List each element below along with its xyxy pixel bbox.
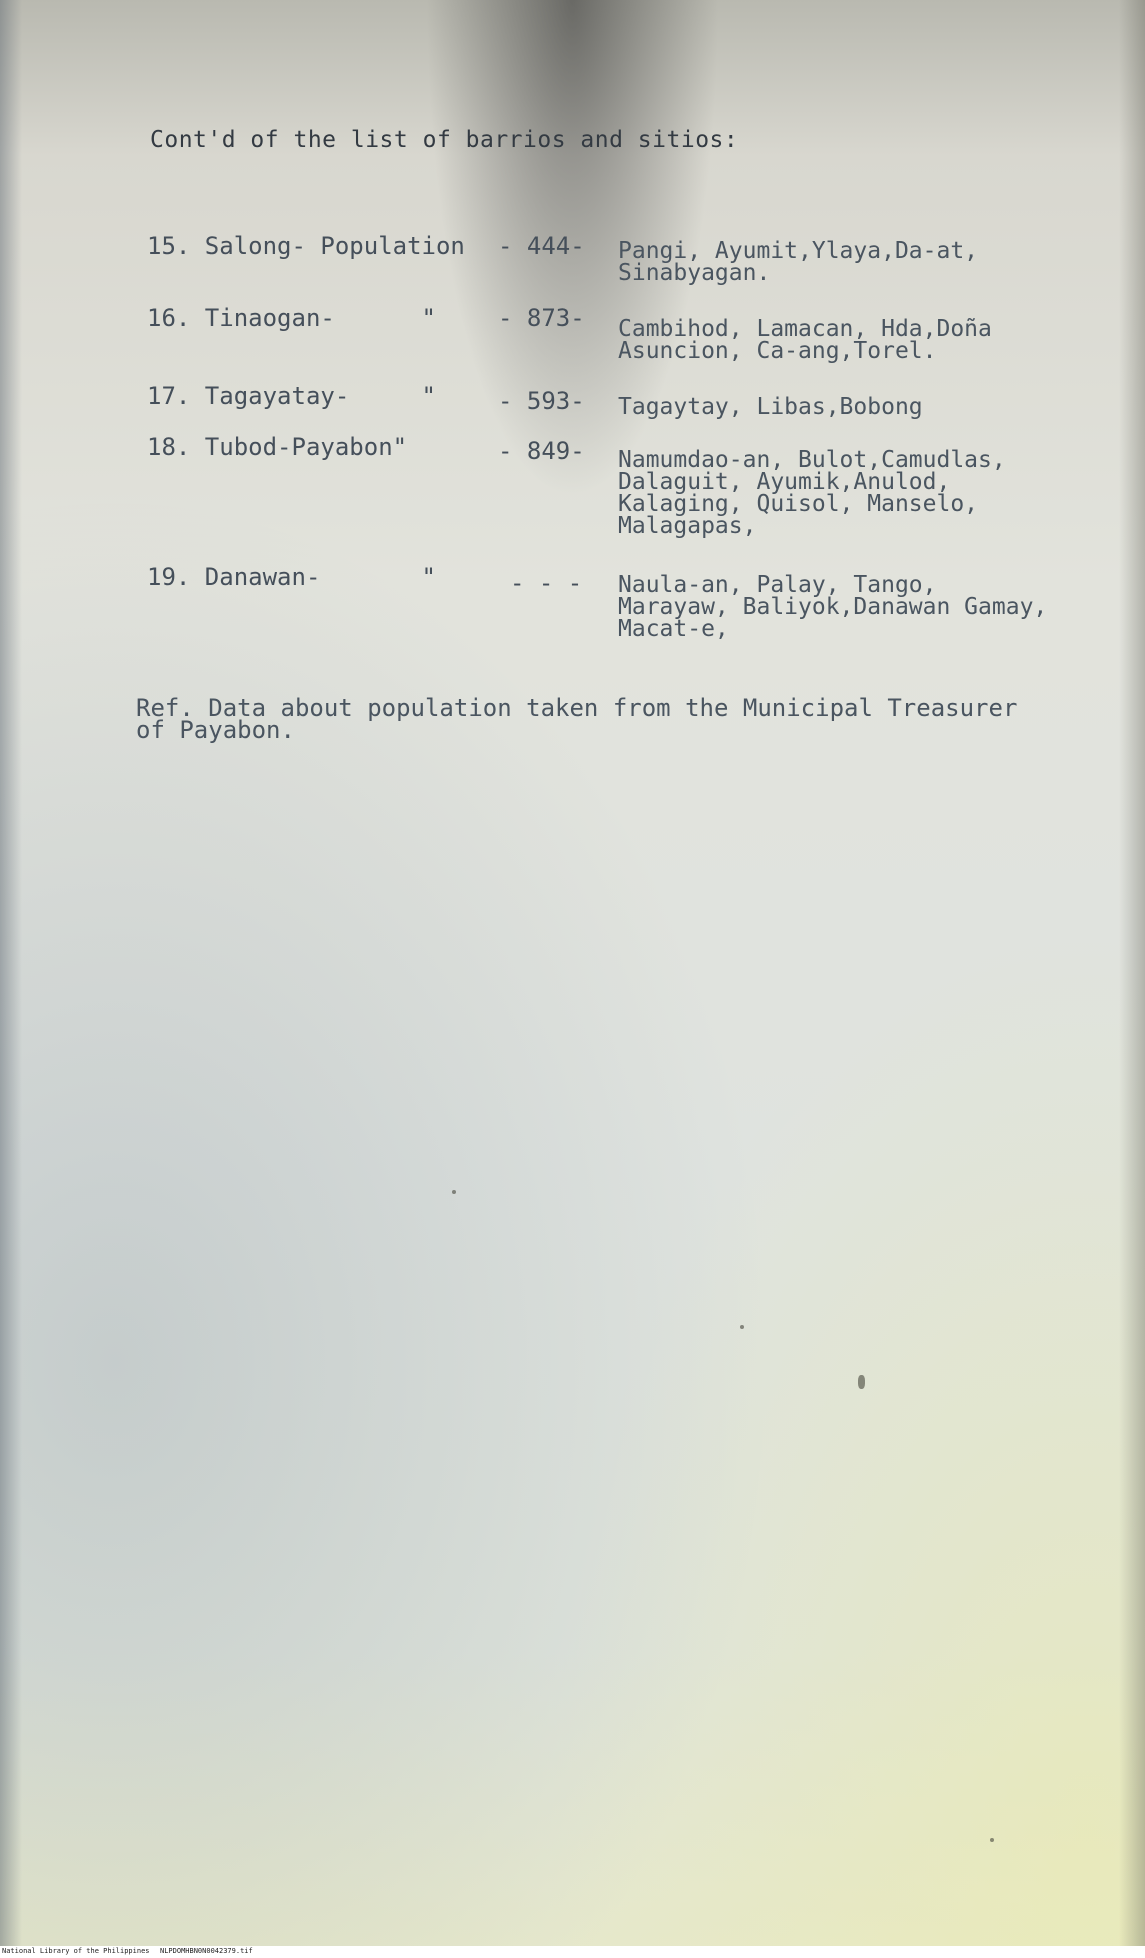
barrio-name: 17. Tagayatay- " [147,382,436,410]
barrio-sitios: Pangi, Ayumit,Ylaya,Da-at, Sinabyagan. [618,238,979,286]
barrio-name: 16. Tinaogan- " [147,304,436,332]
page-heading: Cont'd of the list of barrios and sitios: [150,127,739,153]
barrio-name: 15. Salong- Population [147,232,465,260]
footer-library-name: National Library of the Philippines [2,1947,150,1955]
scan-footer [0,1946,1145,1958]
barrio-name: 19. Danawan- " [147,563,436,591]
barrio-population: - - - [510,569,583,597]
reference-note: Ref. Data about population taken from the Municipal Treasurer of Payabon. [136,694,1018,744]
paper-speck [452,1190,456,1194]
barrio-name: 18. Tubod-Payabon" [147,433,408,461]
page-edge-shadow-left [0,0,22,1946]
barrio-population: - 849- [498,437,585,465]
paper-speck [858,1375,865,1389]
page-edge-shadow-right [1119,0,1145,1946]
barrio-sitios: Namumdao-an, Bulot,Camudlas, Dalaguit, Ayumik,Anulod, Kalaging, Quisol, Manselo, Malagapas, [618,447,1006,539]
footer-file-name: NLPDOMHBN0N0042379.tif [160,1947,253,1955]
barrio-sitios: Naula-an, Palay, Tango, Marayaw, Baliyok,Danawan Gamay, Macat-e, [618,572,1048,642]
barrio-population: - 873- [498,304,585,332]
paper-speck [740,1325,744,1329]
paper-speck [990,1838,994,1842]
barrio-population: - 444- [498,232,585,260]
barrio-sitios: Cambihod, Lamacan, Hda,Doña Asuncion, Ca-ang,Torel. [618,316,992,364]
barrio-sitios: Tagaytay, Libas,Bobong [618,394,923,420]
barrio-population: - 593- [498,387,585,415]
